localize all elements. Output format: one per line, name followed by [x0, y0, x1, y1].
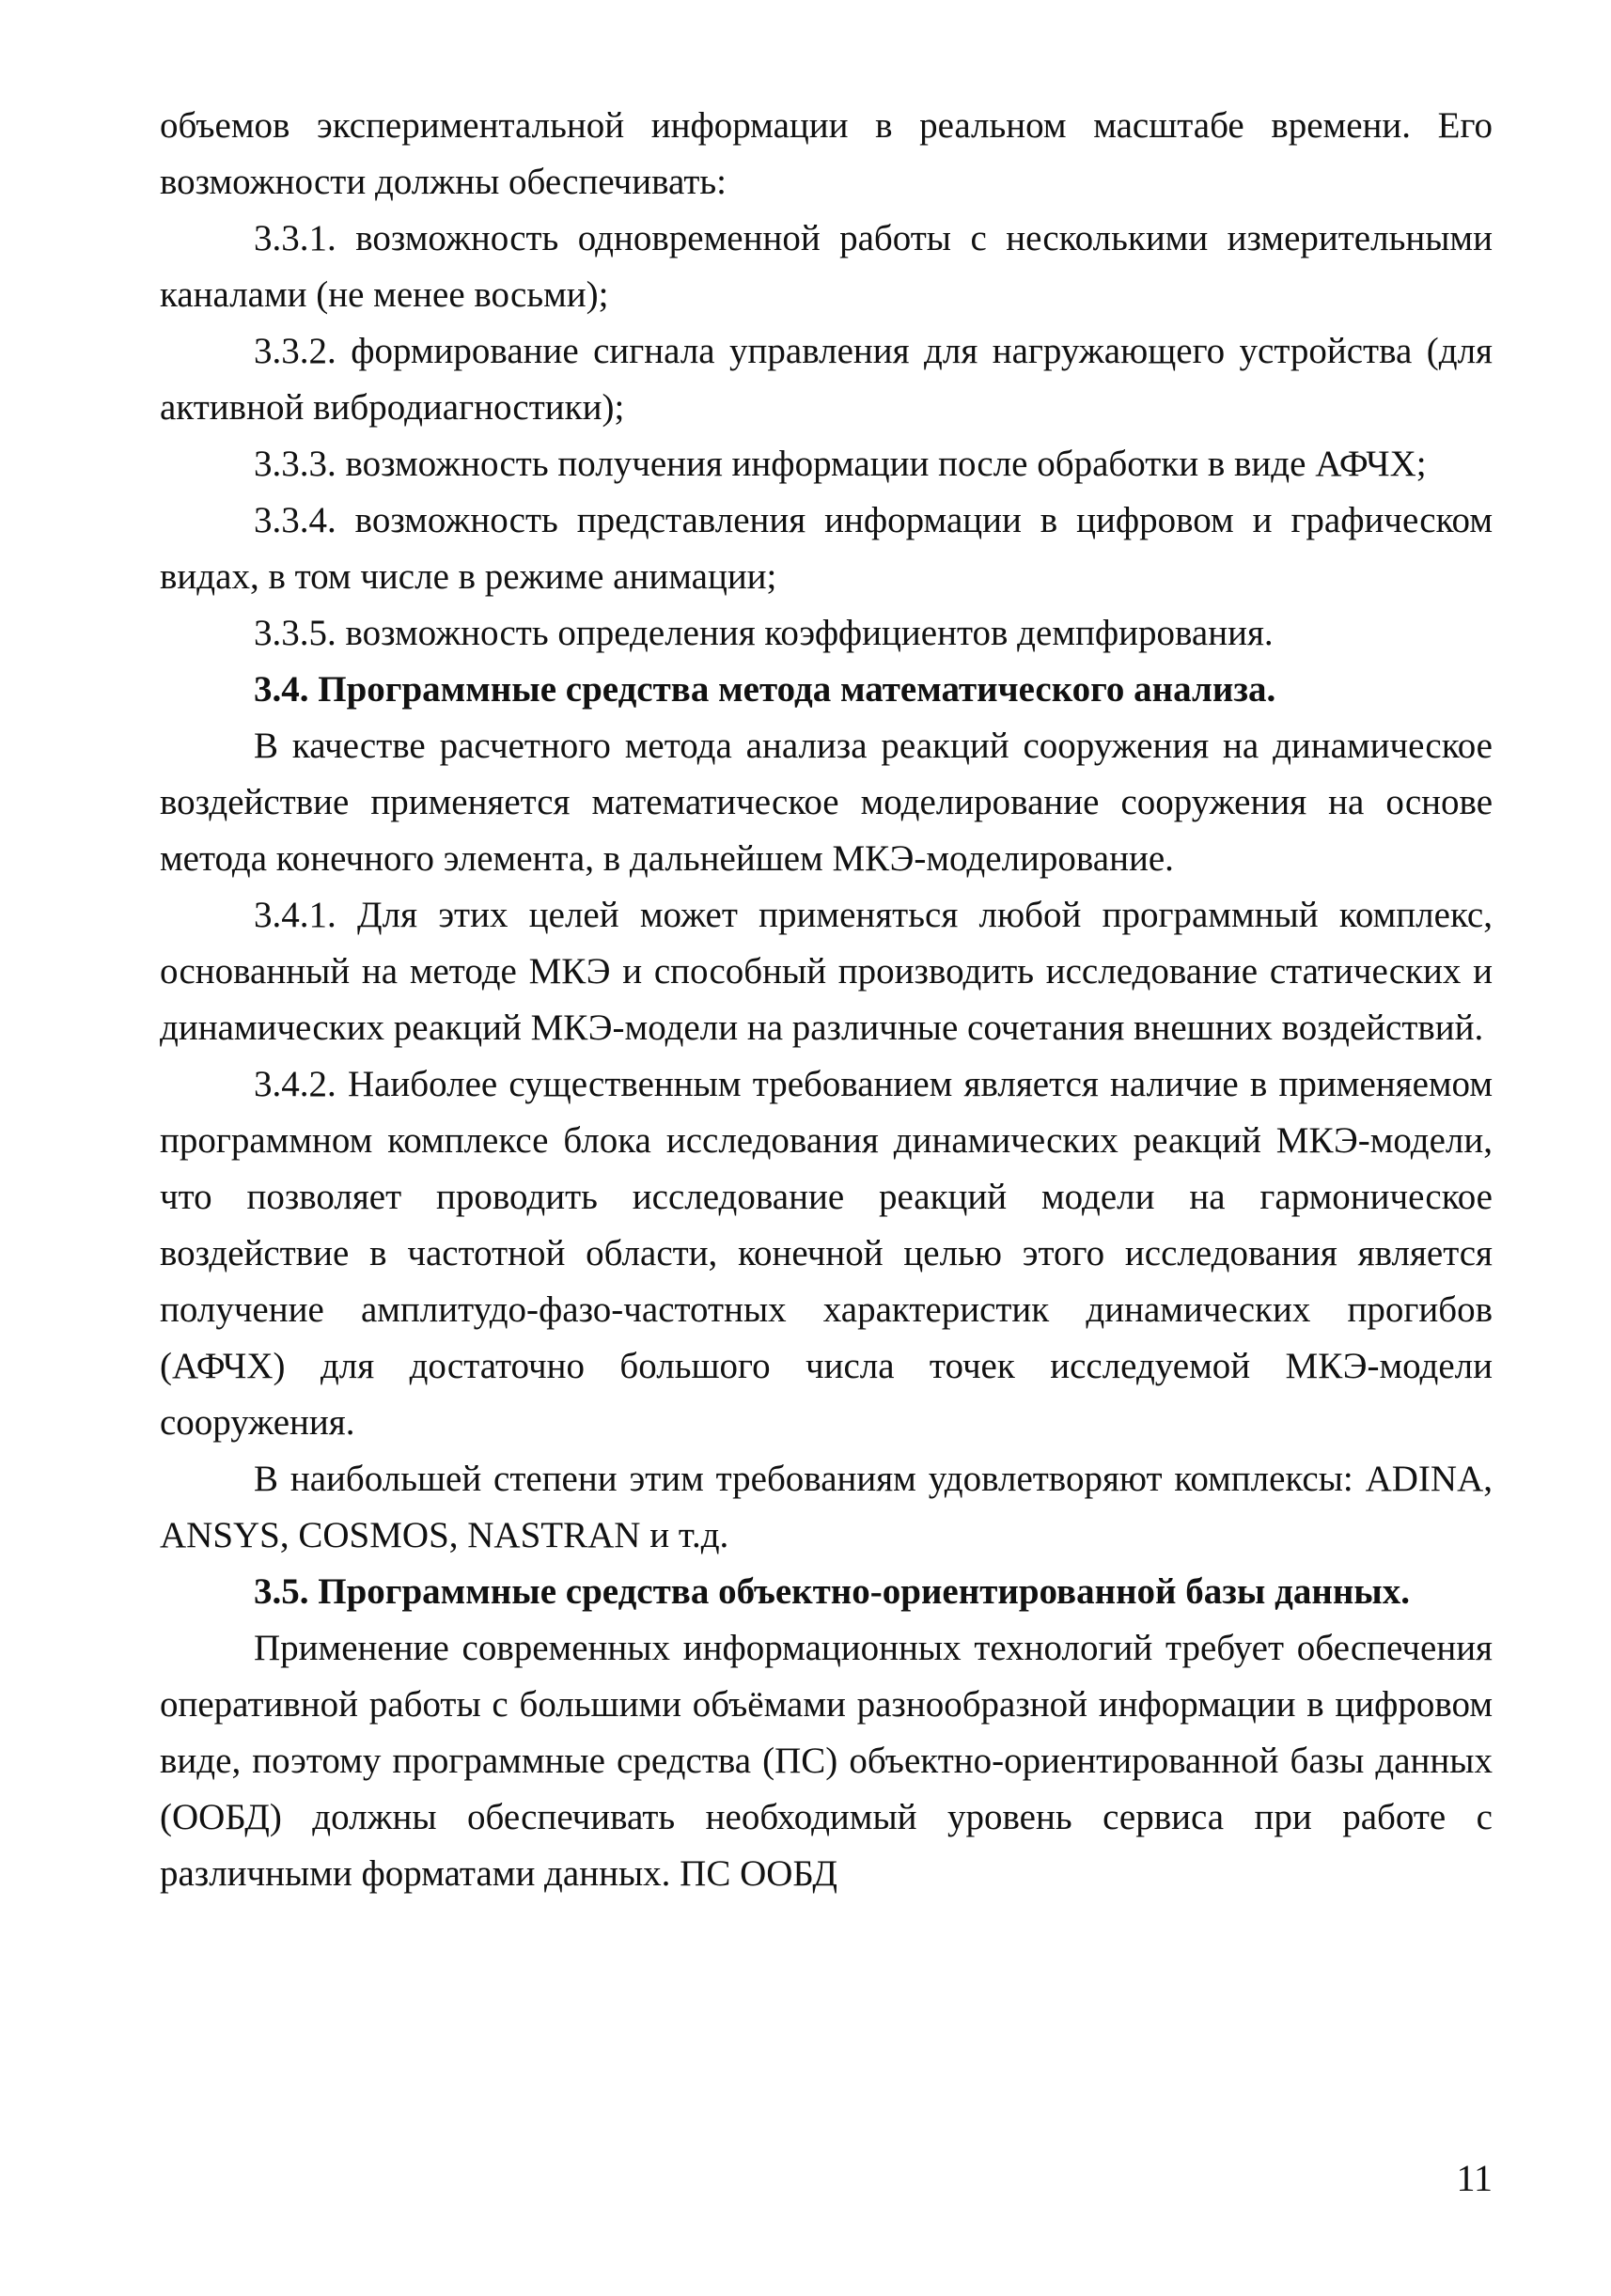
paragraph-3-3-2: 3.3.2. формирование сигнала управления для нагружающего устройства (для активной вибродиагностики);	[160, 331, 1493, 428]
section-heading-3-4: 3.4. Программные средства метода математического анализа.	[254, 669, 1276, 710]
paragraph-3-4-intro: В качестве расчетного метода анализа реакций сооружения на динамическое воздействие применяется математическое моделирование сооружения на основе метода конечного элемента, в дальнейшем МКЭ-моделирование.	[160, 726, 1493, 879]
paragraph-3-4-2: 3.4.2. Наиболее существенным требованием является наличие в применяемом программном комплексе блока исследования динамических реакций МКЭ-модели, что позволяет проводить исследование реакций модели на гармоническое воздействие в частотной области, конечной целью этого исследования является получение амплитудо-фазо-частотных характеристик динамических прогибов (АФЧХ) для достаточно большого числа точек исследуемой МКЭ-модели сооружения.	[160, 1064, 1493, 1443]
paragraph-3-3-1: 3.3.1. возможность одновременной работы с несколькими измерительными каналами (не менее восьми);	[160, 218, 1493, 315]
section-heading-3-5: 3.5. Программные средства объектно-ориентированной базы данных.	[254, 1571, 1411, 1612]
paragraph-3-4-1: 3.4.1. Для этих целей может применяться любой программный комплекс, основанный на методе МКЭ и способный производить исследование статических и динамических реакций МКЭ-модели на различные сочетания внешних воздействий.	[160, 895, 1493, 1048]
page-content	[160, 98, 1493, 1902]
paragraph-software-list: В наибольшей степени этим требованиям удовлетворяют комплексы: ADINA, ANSYS, COSMOS, NASTRAN и т.д.	[160, 1459, 1493, 1555]
page-number: 11	[1456, 2157, 1493, 2199]
paragraph-intro: объемов экспериментальной информации в реальном масштабе времени. Его возможности должны обеспечивать:	[160, 105, 1493, 202]
paragraph-3-5-intro: Применение современных информационных технологий требует обеспечения оперативной работы с большими объёмами разнообразной информации в цифровом виде, поэтому программные средства (ПС) объектно-ориентированной базы данных (ООБД) должны обеспечивать необходимый уровень сервиса при работе с различными форматами данных. ПС ООБД	[160, 1628, 1493, 1894]
paragraph-3-3-4: 3.3.4. возможность представления информации в цифровом и графическом видах, в том числе в режиме анимации;	[160, 500, 1493, 597]
paragraph-3-3-3: 3.3.3. возможность получения информации после обработки в виде АФЧХ;	[254, 444, 1427, 484]
paragraph-3-3-5: 3.3.5. возможность определения коэффициентов демпфирования.	[254, 613, 1274, 653]
